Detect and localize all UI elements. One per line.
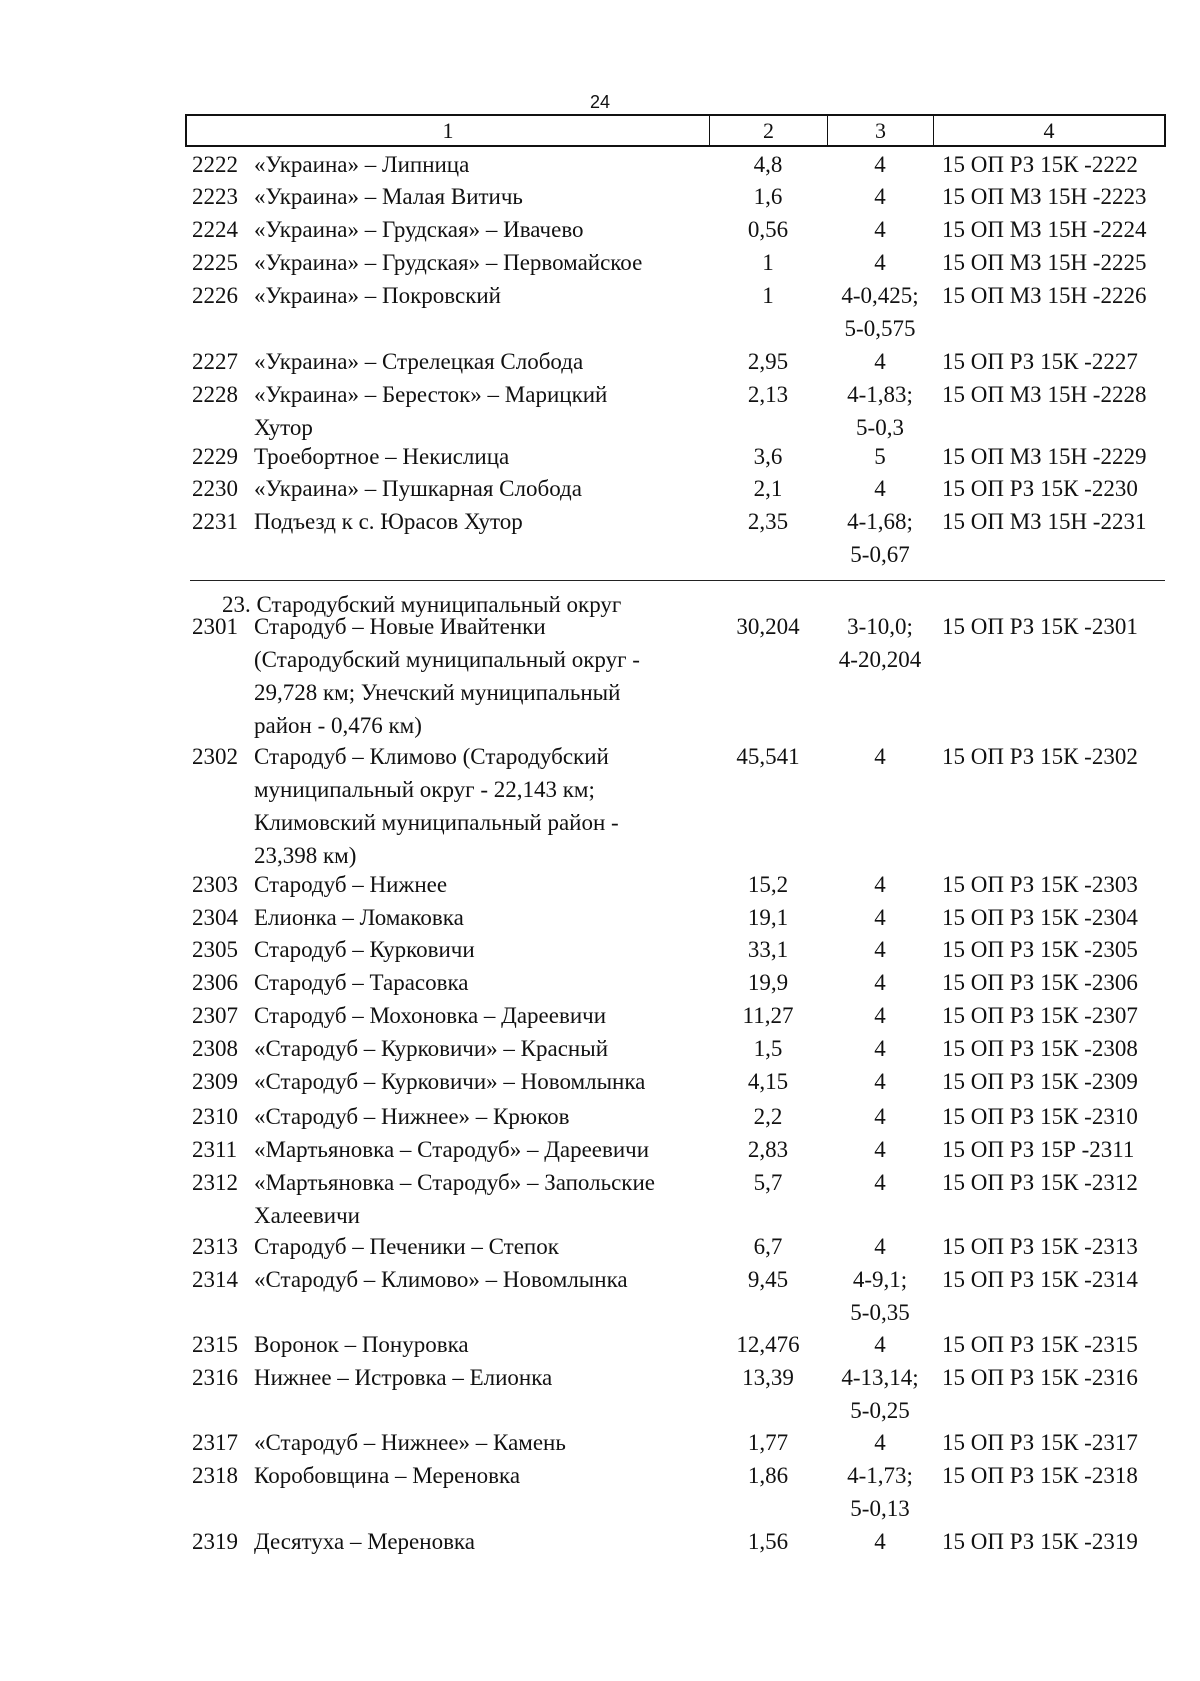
road-name [254,1166,714,1232]
road-name-line: «Мартьяновка – Стародуб» – Дареевичи [254,1137,650,1162]
road-number: 2225 [192,250,238,275]
road-category-line: 4 [874,1137,886,1162]
road-length: 3,6 [753,444,783,469]
road-length: 15,2 [747,872,789,897]
road-length: 2,13 [747,382,789,407]
road-length: 19,1 [747,905,789,930]
road-code: 15 ОП РЗ 15К -2305 [942,937,1138,962]
road-category-line: 4 [874,1529,886,1554]
road-category-line: 4 [874,1332,886,1357]
road-category-line: 4 [874,476,886,501]
road-code: 15 ОП МЗ 15Н -2224 [942,217,1147,242]
road-name-line: 23,398 км) [254,843,357,868]
road-name [254,1065,714,1098]
road-name-line: «Украина» – Липница [254,152,470,177]
road-name-line: Стародуб – Печеники – Степок [254,1234,559,1259]
road-name-line: (Стародубский муниципальный округ - [254,647,640,672]
road-category [820,999,940,1032]
road-category-line: 4 [874,250,886,275]
road-category [820,505,940,571]
road-category-line: 5 [874,444,886,469]
road-name [254,1426,714,1459]
road-name [254,472,714,505]
road-category-line: 4 [874,1003,886,1028]
road-code: 15 ОП РЗ 15К -2222 [942,152,1138,177]
road-name [254,345,714,378]
road-category-line: 4 [874,184,886,209]
road-category-line: 5-0,575 [844,316,916,341]
road-name-line: Елионка – Ломаковка [254,905,464,930]
road-name [254,901,714,934]
road-number: 2226 [192,283,238,308]
road-category-line: 4 [874,1104,886,1129]
road-name-line: «Стародуб – Курковичи» – Красный [254,1036,609,1061]
road-length: 5,7 [753,1170,783,1195]
road-number: 2309 [192,1069,238,1094]
road-name-line: Воронок – Понуровка [254,1332,469,1357]
road-category [820,610,940,676]
road-category-line: 4 [874,1430,886,1455]
road-name [254,378,714,444]
road-name-line: «Стародуб – Нижнее» – Камень [254,1430,566,1455]
road-name [254,1230,714,1263]
road-category-line: 4 [874,152,886,177]
section-divider [190,580,1165,581]
road-name-line: 29,728 км; Унечский муниципальный [254,680,621,705]
road-code: 15 ОП МЗ 15Н -2229 [942,444,1147,469]
road-code: 15 ОП РЗ 15К -2301 [942,614,1138,639]
road-number: 2319 [192,1529,238,1554]
table-header [185,114,1166,147]
road-number: 2317 [192,1430,238,1455]
road-length: 13,39 [742,1365,794,1390]
road-category-line: 4-20,204 [838,647,922,672]
road-name [254,1032,714,1065]
road-name [254,1328,714,1361]
column-header-2: 2 [710,116,828,145]
road-length: 30,204 [736,614,800,639]
road-name [254,440,714,473]
road-category-line: 4 [874,349,886,374]
road-number: 2314 [192,1267,238,1292]
road-category [820,1032,940,1065]
road-category [820,440,940,473]
road-name-line: «Мартьяновка – Стародуб» – Запольские [254,1170,655,1195]
road-number: 2305 [192,937,238,962]
road-code: 15 ОП РЗ 15К -2230 [942,476,1138,501]
road-category [820,740,940,773]
road-category-line: 4-1,73; [847,1463,913,1488]
road-number: 2308 [192,1036,238,1061]
road-length: 1,86 [747,1463,789,1488]
road-category [820,246,940,279]
road-number: 2222 [192,152,238,177]
road-length: 1,56 [747,1529,789,1554]
road-length: 1 [762,250,774,275]
road-name [254,505,714,538]
road-length: 1 [762,283,774,308]
road-category-line: 4-1,83; [847,382,913,407]
road-category [820,868,940,901]
road-code: 15 ОП МЗ 15Н -2226 [942,283,1147,308]
road-name-line: муниципальный округ - 22,143 км; [254,777,595,802]
road-length: 2,1 [753,476,783,501]
road-code: 15 ОП РЗ 15К -2307 [942,1003,1138,1028]
road-category-line: 4 [874,217,886,242]
road-number: 2228 [192,382,238,407]
road-code: 15 ОП РЗ 15К -2316 [942,1365,1138,1390]
road-name [254,868,714,901]
road-length: 11,27 [742,1003,794,1028]
road-length: 1,5 [753,1036,783,1061]
road-name-line: «Украина» – Бересток» – Марицкий [254,382,608,407]
road-number: 2224 [192,217,238,242]
road-code: 15 ОП МЗ 15Н -2223 [942,184,1147,209]
road-length: 2,35 [747,509,789,534]
road-length: 45,541 [736,744,800,769]
road-name [254,213,714,246]
road-category [820,345,940,378]
road-category [820,472,940,505]
road-number: 2316 [192,1365,238,1390]
page-number: 24 [589,92,611,112]
road-code: 15 ОП РЗ 15К -2310 [942,1104,1138,1129]
road-name-line: Стародуб – Курковичи [254,937,475,962]
road-length: 12,476 [736,1332,800,1357]
road-category [820,1100,940,1133]
road-code: 15 ОП РЗ 15К -2317 [942,1430,1138,1455]
road-length: 1,77 [747,1430,789,1455]
road-category-line: 4-0,425; [841,283,919,308]
road-name [254,148,714,181]
road-code: 15 ОП РЗ 15К -2314 [942,1267,1138,1292]
road-number: 2304 [192,905,238,930]
road-code: 15 ОП РЗ 15К -2227 [942,349,1138,374]
road-name-line: Стародуб – Тарасовка [254,970,469,995]
road-number: 2303 [192,872,238,897]
road-category-line: 4 [874,1170,886,1195]
road-number: 2301 [192,614,238,639]
road-name-line: «Стародуб – Нижнее» – Крюков [254,1104,570,1129]
road-length: 2,95 [747,349,789,374]
road-name [254,999,714,1032]
road-code: 15 ОП МЗ 15Н -2225 [942,250,1147,275]
road-length: 1,6 [753,184,783,209]
road-category [820,1525,940,1558]
road-category [820,1166,940,1199]
road-code: 15 ОП РЗ 15К -2319 [942,1529,1138,1554]
road-name [254,966,714,999]
road-name-line: «Украина» – Малая Витичь [254,184,523,209]
road-number: 2318 [192,1463,238,1488]
road-name-line: Климовский муниципальный район - [254,810,619,835]
road-category-line: 5-0,13 [850,1496,910,1521]
road-category-line: 3-10,0; [847,614,913,639]
road-name [254,1133,714,1166]
road-category-line: 4 [874,1036,886,1061]
road-name-line: «Украина» – Покровский [254,283,501,308]
column-header-3: 3 [828,116,934,145]
road-name [254,1459,714,1492]
road-length: 2,83 [747,1137,789,1162]
road-category-line: 4 [874,970,886,995]
road-category-line: 4-13,14; [841,1365,919,1390]
road-code: 15 ОП РЗ 15К -2315 [942,1332,1138,1357]
road-length: 9,45 [747,1267,789,1292]
road-length: 6,7 [753,1234,783,1259]
road-name-line: Троебортное – Некислица [254,444,510,469]
road-name [254,246,714,279]
road-number: 2229 [192,444,238,469]
road-category-line: 4 [874,905,886,930]
road-code: 15 ОП РЗ 15К -2303 [942,872,1138,897]
road-name [254,279,714,312]
road-category [820,1263,940,1329]
road-category-line: 4 [874,872,886,897]
road-number: 2311 [192,1137,238,1162]
column-header-1: 1 [187,116,710,145]
road-name-line: «Украина» – Грудская» – Первомайское [254,250,643,275]
road-code: 15 ОП РЗ 15К -2312 [942,1170,1138,1195]
road-code: 15 ОП РЗ 15К -2306 [942,970,1138,995]
road-name-line: Хутор [254,415,313,440]
road-category [820,1426,940,1459]
road-code: 15 ОП РЗ 15К -2308 [942,1036,1138,1061]
road-code: 15 ОП РЗ 15К -2304 [942,905,1138,930]
section-title: 23. Стародубский муниципальный округ [222,592,622,617]
road-name [254,740,714,872]
road-category [820,279,940,345]
road-code: 15 ОП МЗ 15Н -2231 [942,509,1147,534]
road-category-line: 5-0,25 [850,1398,910,1423]
road-name-line: район - 0,476 км) [254,713,422,738]
road-length: 4,8 [753,152,783,177]
road-code: 15 ОП РЗ 15К -2302 [942,744,1138,769]
road-name-line: Халеевичи [254,1203,360,1228]
road-code: 15 ОП РЗ 15К -2318 [942,1463,1138,1488]
road-category [820,1230,940,1263]
road-category-line: 4 [874,1234,886,1259]
road-name-line: «Украина» – Пушкарная Слобода [254,476,582,501]
road-number: 2231 [192,509,238,534]
road-code: 15 ОП РЗ 15К -2313 [942,1234,1138,1259]
road-number: 2307 [192,1003,238,1028]
road-category-line: 4 [874,937,886,962]
road-category [820,1361,940,1427]
road-name-line: Стародуб – Мохоновка – Дареевичи [254,1003,607,1028]
road-category [820,1133,940,1166]
road-name [254,610,714,742]
road-number: 2230 [192,476,238,501]
road-category [820,1328,940,1361]
road-code: 15 ОП МЗ 15Н -2228 [942,382,1147,407]
road-category [820,180,940,213]
road-name-line: «Стародуб – Курковичи» – Новомлынка [254,1069,646,1094]
road-name [254,1525,714,1558]
road-name-line: Подъезд к с. Юрасов Хутор [254,509,523,534]
road-number: 2312 [192,1170,238,1195]
road-length: 33,1 [747,937,789,962]
road-code: 15 ОП РЗ 15Р -2311 [942,1137,1135,1162]
road-number: 2313 [192,1234,238,1259]
road-name-line: Стародуб – Нижнее [254,872,448,897]
road-number: 2223 [192,184,238,209]
road-length: 4,15 [747,1069,789,1094]
road-number: 2306 [192,970,238,995]
road-name-line: «Украина» – Стрелецкая Слобода [254,349,584,374]
road-name [254,1263,714,1296]
column-header-4: 4 [1043,117,1055,143]
road-category-line: 4 [874,744,886,769]
road-category-line: 4-1,68; [847,509,913,534]
road-category [820,148,940,181]
road-category-line: 4 [874,1069,886,1094]
road-name-line: «Украина» – Грудская» – Ивачево [254,217,584,242]
road-name [254,1100,714,1133]
road-number: 2315 [192,1332,238,1357]
road-category [820,378,940,444]
road-category [820,213,940,246]
road-number: 2302 [192,744,238,769]
road-number: 2227 [192,349,238,374]
road-name-line: Коробовщина – Мереновка [254,1463,521,1488]
road-name [254,933,714,966]
road-name-line: Стародуб – Климово (Стародубский [254,744,609,769]
road-category-line: 5-0,3 [856,415,904,440]
road-category [820,901,940,934]
road-name-line: Нижнее – Истровка – Елионка [254,1365,553,1390]
road-name [254,180,714,213]
road-category-line: 4-9,1; [852,1267,908,1292]
road-length: 0,56 [747,217,789,242]
road-category [820,1459,940,1525]
road-name-line: Десятуха – Мереновка [254,1529,475,1554]
road-category [820,966,940,999]
road-length: 2,2 [753,1104,783,1129]
road-name-line: «Стародуб – Климово» – Новомлынка [254,1267,628,1292]
road-length: 19,9 [747,970,789,995]
road-category [820,1065,940,1098]
road-category [820,933,940,966]
road-category-line: 5-0,67 [850,542,910,567]
road-code: 15 ОП РЗ 15К -2309 [942,1069,1138,1094]
road-name [254,1361,714,1394]
road-category-line: 5-0,35 [850,1300,910,1325]
road-number: 2310 [192,1104,238,1129]
road-name-line: Стародуб – Новые Ивайтенки [254,614,546,639]
